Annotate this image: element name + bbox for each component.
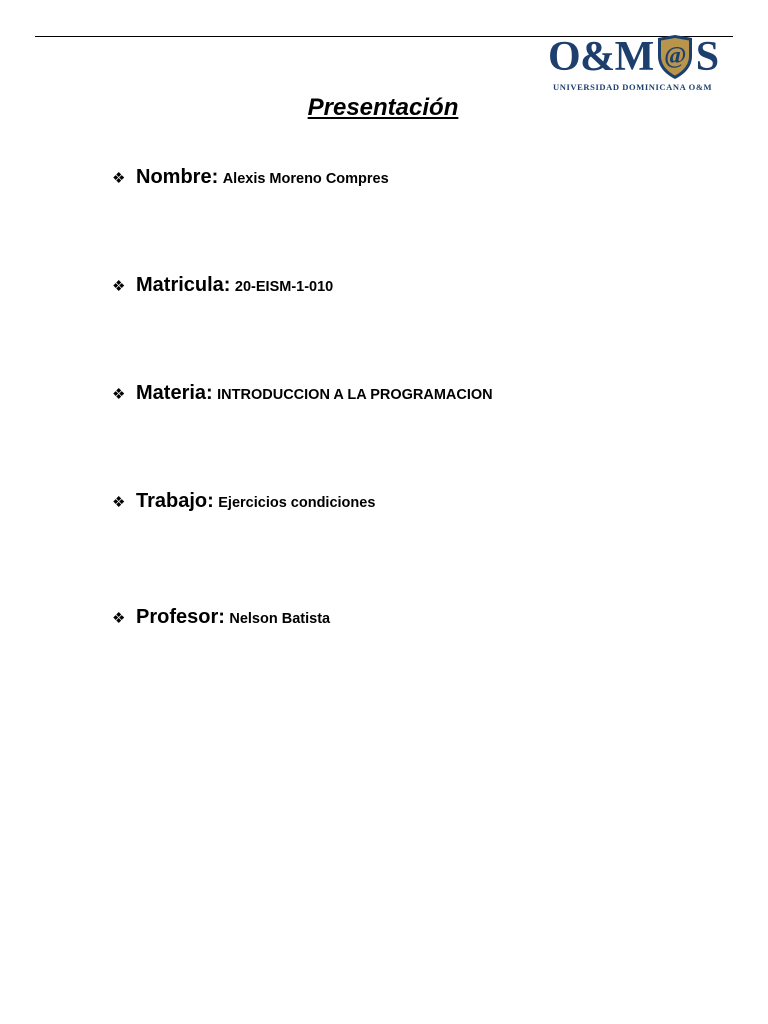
field-profesor <box>112 604 330 632</box>
field-trabajo <box>112 488 375 516</box>
logo-text-s: S <box>695 34 719 80</box>
field-label: Matricula: <box>136 274 231 296</box>
diamond-bullet-icon: ❖ <box>112 170 126 187</box>
diamond-bullet-icon: ❖ <box>112 386 126 403</box>
field-matricula <box>112 272 333 300</box>
shield-icon <box>655 34 695 80</box>
field-value: Ejercicios condiciones <box>218 495 376 511</box>
diamond-bullet-icon: ❖ <box>112 610 126 627</box>
field-materia <box>112 380 493 408</box>
field-label: Profesor: <box>136 606 225 628</box>
university-logo <box>548 33 718 95</box>
field-label: Trabajo: <box>136 490 214 512</box>
page-title: Presentación <box>307 94 459 121</box>
field-value: 20-EISM-1-010 <box>234 279 334 295</box>
field-nombre <box>112 164 389 192</box>
diamond-bullet-icon: ❖ <box>112 278 126 295</box>
field-value: Alexis Moreno Compres <box>222 171 389 187</box>
field-value: INTRODUCCION A LA PROGRAMACION <box>217 387 493 403</box>
diamond-bullet-icon: ❖ <box>112 494 126 511</box>
field-label: Materia: <box>136 382 213 404</box>
logo-shield-glyph: @ <box>663 43 686 69</box>
field-label: Nombre: <box>136 166 219 188</box>
logo-wordmark <box>548 33 719 81</box>
logo-text-om: O&M <box>548 34 654 80</box>
logo-subtitle: UNIVERSIDAD DOMINICANA O&M <box>553 82 713 92</box>
field-value: Nelson Batista <box>229 611 331 627</box>
